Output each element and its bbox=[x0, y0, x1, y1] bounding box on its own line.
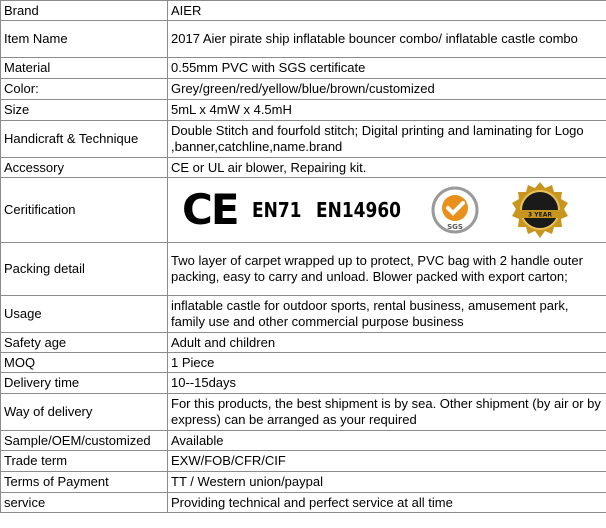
row-value: Grey/green/red/yellow/blue/brown/customized bbox=[168, 79, 606, 100]
table-row bbox=[1, 21, 606, 58]
en71-logo: EN71 bbox=[251, 198, 302, 222]
row-label: Terms of Payment bbox=[1, 472, 168, 493]
seal-text: 3 YEAR bbox=[527, 211, 552, 219]
row-label: Size bbox=[1, 100, 168, 121]
row-value: Double Stitch and fourfold stitch; Digital printing and laminating for Logo ,banner,catchline,name.brand bbox=[168, 121, 606, 158]
row-value: 5mL x 4mW x 4.5mH bbox=[168, 100, 606, 121]
row-value: 0.55mm PVC with SGS certificate bbox=[168, 58, 606, 79]
row-value: EXW/FOB/CFR/CIF bbox=[168, 451, 606, 472]
row-label: Item Name bbox=[1, 21, 168, 58]
row-label: service bbox=[1, 493, 168, 513]
table-row bbox=[1, 333, 606, 353]
table-row bbox=[1, 353, 606, 373]
row-value: 1 Piece bbox=[168, 353, 606, 373]
row-value: Two layer of carpet wrapped up to protect, PVC bag with 2 handle outer packing, easy to carry and unload. Blower packed with export carton; bbox=[168, 243, 606, 296]
row-value: Adult and children bbox=[168, 333, 606, 353]
row-value: Available bbox=[168, 431, 606, 451]
row-value: For this products, the best shipment is by sea. Other shipment (by air or by express) can be arranged as your required bbox=[168, 394, 606, 431]
row-value: inflatable castle for outdoor sports, rental business, amusement park, family use and other commercial purpose business bbox=[168, 296, 606, 333]
table-row bbox=[1, 493, 606, 513]
row-label: Delivery time bbox=[1, 373, 168, 394]
table-row bbox=[1, 1, 606, 21]
table-row bbox=[1, 100, 606, 121]
table-row bbox=[1, 394, 606, 431]
table-row bbox=[1, 178, 606, 243]
ce-mark-logo: CE bbox=[182, 185, 238, 234]
row-value: AIER bbox=[168, 1, 606, 21]
table-row bbox=[1, 121, 606, 158]
row-label: MOQ bbox=[1, 353, 168, 373]
row-label: Way of delivery bbox=[1, 394, 168, 431]
row-label: Safety age bbox=[1, 333, 168, 353]
row-label: Ceritification bbox=[1, 178, 168, 243]
row-label: Material bbox=[1, 58, 168, 79]
table-row bbox=[1, 158, 606, 178]
table-row bbox=[1, 431, 606, 451]
table-row bbox=[1, 373, 606, 394]
row-label: Color: bbox=[1, 79, 168, 100]
row-label: Packing detail bbox=[1, 243, 168, 296]
table-row bbox=[1, 451, 606, 472]
row-label: Sample/OEM/customized bbox=[1, 431, 168, 451]
en14960-logo: EN14960 bbox=[315, 198, 401, 222]
row-label: Handicraft & Technique bbox=[1, 121, 168, 158]
table-row bbox=[1, 58, 606, 79]
row-label: Usage bbox=[1, 296, 168, 333]
table-row bbox=[1, 296, 606, 333]
row-label: Brand bbox=[1, 1, 168, 21]
three-year-warranty-seal-icon bbox=[510, 180, 570, 240]
table-row bbox=[1, 243, 606, 296]
row-label: Accessory bbox=[1, 158, 168, 178]
certification-logos bbox=[168, 178, 606, 243]
sgs-certificate-icon bbox=[430, 185, 480, 235]
table-row bbox=[1, 472, 606, 493]
row-value: TT / Western union/paypal bbox=[168, 472, 606, 493]
row-label: Trade term bbox=[1, 451, 168, 472]
table-row bbox=[1, 79, 606, 100]
row-value: CE or UL air blower, Repairing kit. bbox=[168, 158, 606, 178]
row-value: 2017 Aier pirate ship inflatable bouncer combo/ inflatable castle combo bbox=[168, 21, 606, 58]
sgs-icon-text: SGS bbox=[446, 223, 463, 231]
row-value: Providing technical and perfect service at all time bbox=[168, 493, 606, 513]
row-value: 10--15days bbox=[168, 373, 606, 394]
